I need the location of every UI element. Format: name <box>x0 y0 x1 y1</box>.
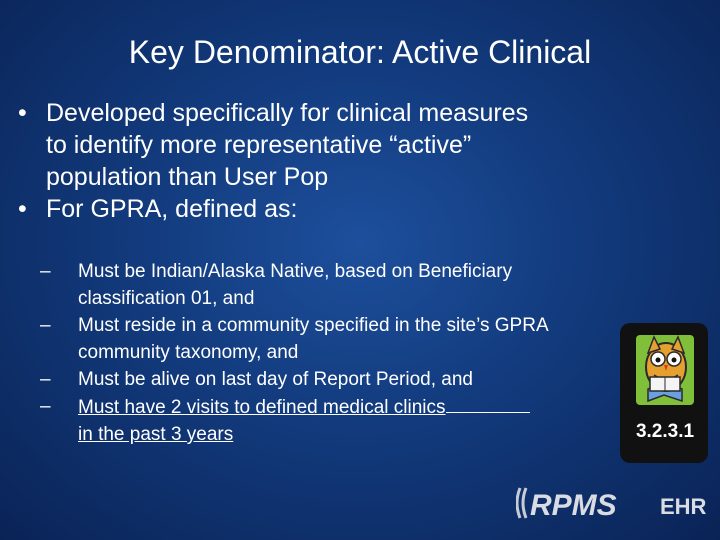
bullet-marker: • <box>18 99 27 127</box>
subbullet-marker: – <box>40 315 51 336</box>
subbullet-line: Must reside in a community specified in the site’s GPRA <box>78 315 549 336</box>
subbullet-line: in the past 3 years <box>78 424 234 445</box>
bullet-list <box>18 97 678 225</box>
subbullet-list <box>40 258 630 448</box>
subbullet-item <box>40 258 630 312</box>
owl-reading-book-icon <box>628 327 700 411</box>
subbullet-item <box>40 312 630 366</box>
subbullet-line: classification 01, and <box>78 288 255 309</box>
subbullet-marker: – <box>40 396 51 417</box>
subbullet-item <box>40 366 630 393</box>
rpms-ehr-logo <box>516 482 706 524</box>
bullet-line: For GPRA, defined as: <box>46 195 298 223</box>
bullet-line: to identify more representative “active” <box>46 131 472 159</box>
bullet-item <box>18 97 678 193</box>
subbullet-line <box>78 393 630 421</box>
subbullet-line: Must be alive on last day of Report Period, and <box>78 369 474 390</box>
bullet-line: Developed specifically for clinical measures <box>46 99 529 127</box>
subbullet-line: community taxonomy, and <box>78 342 299 363</box>
section-number-badge: 3.2.3.1 <box>635 421 695 442</box>
subbullet-marker: – <box>40 369 51 390</box>
bullet-item <box>18 193 678 225</box>
underline-extension <box>446 393 530 413</box>
subbullet-line: Must be Indian/Alaska Native, based on Beneficiary <box>78 261 513 282</box>
logo-rpms-text: RPMS <box>530 489 617 522</box>
logo-ehr-text: EHR <box>660 494 706 519</box>
slide-title: Key Denominator: Active Clinical <box>128 34 592 70</box>
subbullet-marker: – <box>40 261 51 282</box>
bullet-marker: • <box>18 195 27 223</box>
underlined-text: Must have 2 visits to defined medical clinics <box>78 397 446 418</box>
bullet-line: population than User Pop <box>46 163 329 191</box>
subbullet-item <box>40 393 630 448</box>
